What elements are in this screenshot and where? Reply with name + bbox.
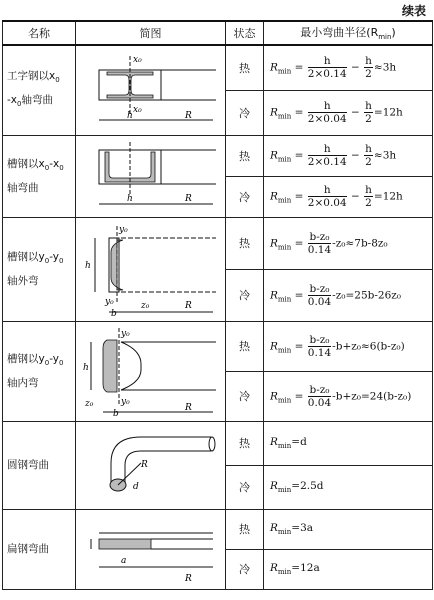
row-name: 圆钢弯曲 — [3, 421, 76, 509]
z0-label: z₀ — [84, 399, 93, 409]
r-label: R — [184, 301, 192, 311]
row-name: 槽钢以$y_0-y_0$ 轴内弯 — [3, 321, 76, 421]
y0-label-bottom: y₀ — [104, 297, 114, 307]
state-cold: 冷 — [226, 90, 264, 135]
formula-hot: $R_{min}$ = $\frac{\text{b-z₀}}{0.14}$ -z₀≈7b-8z₀ — [264, 217, 433, 269]
x0-label-top: x₀ — [132, 55, 142, 66]
state-hot: 热 — [226, 217, 264, 269]
y0-label-bottom: y₀ — [120, 397, 130, 407]
state-cold: 冷 — [226, 371, 264, 421]
r-label: R — [184, 574, 192, 584]
formula-hot: $R_{min}$ = $\frac{\text{b-z₀}}{0.14}$ -b+z₀≈6(b-z₀) — [264, 321, 433, 371]
r-label: R — [140, 460, 148, 470]
a-label: a — [120, 556, 126, 566]
state-hot: 热 — [226, 321, 264, 371]
table-row — [3, 509, 433, 549]
ibeam-sketch — [76, 45, 226, 135]
state-hot: 热 — [226, 135, 264, 176]
table-row — [3, 217, 433, 269]
channel-y-outer-sketch — [76, 217, 226, 321]
formula-hot: $R_{min}$ = $\frac{h}{2\times 0.14}$ − $\frac{h}{2}$ ≈3h — [264, 135, 433, 176]
table-header-row — [3, 21, 433, 45]
formula-cold: $R_{min}=2.5d$ — [264, 465, 433, 509]
header-name: 名称 — [3, 21, 76, 45]
formula-cold: $R_{min}$ = $\frac{\text{b-z₀}}{0.04}$ -z₀=25b-26z₀ — [264, 269, 433, 321]
h-label: h — [126, 111, 133, 122]
state-hot: 热 — [226, 45, 264, 90]
r-label: R — [184, 403, 192, 413]
z0-label: z₀ — [140, 301, 149, 311]
bending-radius-table — [2, 20, 433, 590]
header-state: 状态 — [226, 21, 264, 45]
state-cold: 冷 — [226, 549, 264, 589]
continued-label: 续表 — [401, 4, 426, 18]
formula-hot: $R_{min}$ = $\frac{h}{2\times 0.14}$ − $\frac{h}{2}$ ≈3h — [264, 45, 433, 90]
state-hot: 热 — [226, 509, 264, 549]
r-label: R — [184, 194, 192, 204]
row-name: 扁钢弯曲 — [3, 509, 76, 589]
h-label: h — [126, 194, 133, 204]
table-row — [3, 321, 433, 371]
x0-label-bottom: x₀ — [132, 105, 142, 116]
table-row — [3, 135, 433, 176]
state-cold: 冷 — [226, 269, 264, 321]
formula-cold: $R_{min}$ = $\frac{h}{2\times 0.04}$ − $\frac{h}{2}$ =12h — [264, 90, 433, 135]
table-row — [3, 421, 433, 465]
b-label: b — [110, 309, 117, 318]
formula-hot: $R_{min}=d$ — [264, 421, 433, 465]
row-name: 槽钢以$x_0-x_0$ 轴弯曲 — [3, 135, 76, 217]
table-row — [3, 45, 433, 90]
round-bar-sketch — [76, 421, 226, 509]
flat-bar-sketch — [76, 509, 226, 589]
formula-cold: $R_{min}$ = $\frac{h}{2\times 0.04}$ − $\frac{h}{2}$ =12h — [264, 176, 433, 217]
y0-label: y₀ — [118, 225, 128, 235]
channel-y-inner-sketch — [76, 321, 226, 421]
formula-cold: $R_{min}=12a$ — [264, 549, 433, 589]
state-cold: 冷 — [226, 176, 264, 217]
d-label: d — [132, 482, 139, 492]
header-radius: 最小弯曲半径$(R_{min})$ — [264, 21, 433, 45]
header-sketch: 简图 — [76, 21, 226, 45]
state-cold: 冷 — [226, 465, 264, 509]
h-label: h — [82, 363, 89, 373]
h-label: h — [84, 261, 91, 271]
b-label: b — [112, 409, 119, 418]
y0-label: y₀ — [120, 329, 130, 339]
formula-cold: $R_{min}$ = $\frac{\text{b-z₀}}{0.04}$ -b+z₀=24(b-z₀) — [264, 371, 433, 421]
r-label: R — [184, 111, 192, 122]
row-name: 槽钢以$y_0-y_0$ 轴外弯 — [3, 217, 76, 321]
state-hot: 热 — [226, 421, 264, 465]
formula-hot: $R_{min}=3a$ — [264, 509, 433, 549]
channel-x-sketch — [76, 135, 226, 217]
row-name: 工字钢以$x_0$ $-x_0$轴弯曲 — [3, 45, 76, 135]
